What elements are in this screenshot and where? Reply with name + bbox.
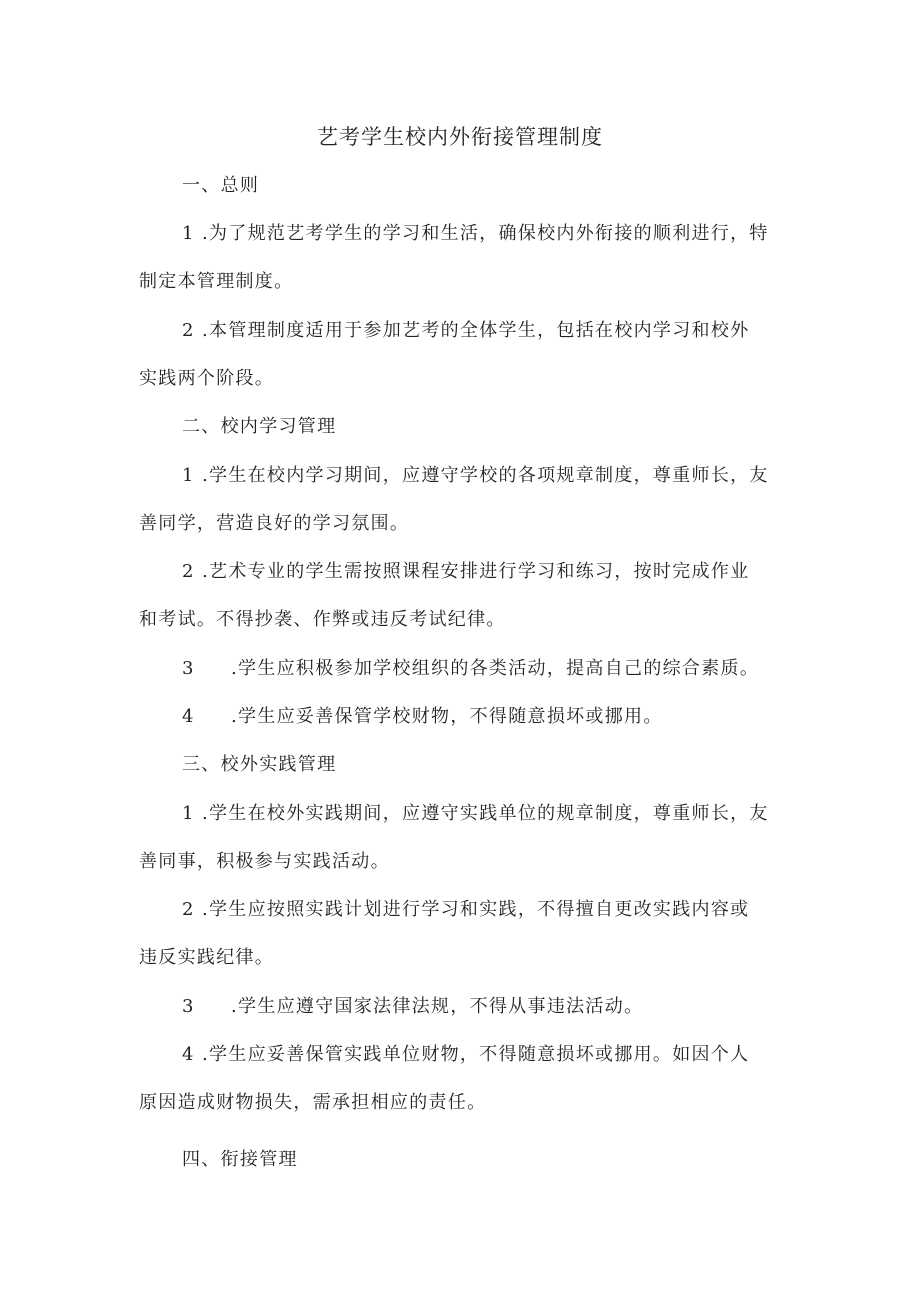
paragraph-line xyxy=(182,557,749,587)
item-number: 4 xyxy=(182,1044,195,1065)
item-text: .学生应遵守国家法律法规，不得从事违法活动。 xyxy=(231,996,644,1017)
paragraph-line xyxy=(182,799,769,829)
item-number: 4 xyxy=(182,706,195,727)
paragraph-line: 善同事，积极参与实践活动。 xyxy=(139,851,390,872)
paragraph-line xyxy=(182,1040,749,1070)
item-text: .学生应妥善保管学校财物，不得随意损坏或挪用。 xyxy=(231,706,663,727)
paragraph-line: 和考试。不得抄袭、作弊或违反考试纪律。 xyxy=(139,609,506,630)
item-number: 1 xyxy=(182,223,195,244)
section-heading: 二、校内学习管理 xyxy=(182,416,337,437)
item-text: .学生在校外实践期间，应遵守实践单位的规章制度，尊重师长，友 xyxy=(202,803,769,824)
paragraph-line xyxy=(182,461,769,491)
item-number: 3 xyxy=(182,996,195,1017)
item-text: .学生应妥善保管实践单位财物，不得随意损坏或挪用。如因个人 xyxy=(202,1044,750,1065)
item-number: 2 xyxy=(182,320,195,341)
item-text: .艺术专业的学生需按照课程安排进行学习和练习，按时完成作业 xyxy=(202,561,750,582)
item-number: 1 xyxy=(182,803,195,824)
paragraph-line: 违反实践纪律。 xyxy=(139,947,275,968)
paragraph-line xyxy=(182,316,749,346)
item-text: .学生应按照实践计划进行学习和实践，不得擅自更改实践内容或 xyxy=(202,899,750,920)
paragraph-line: 善同学，营造良好的学习氛围。 xyxy=(139,513,410,534)
paragraph-line xyxy=(182,219,769,249)
paragraph-line: 原因造成财物损失，需承担相应的责任。 xyxy=(139,1092,487,1113)
paragraph-line xyxy=(182,992,643,1022)
item-number: 2 xyxy=(182,561,195,582)
paragraph-line: 制定本管理制度。 xyxy=(139,271,294,292)
item-text: .学生在校内学习期间，应遵守学校的各项规章制度，尊重师长，友 xyxy=(202,465,769,486)
paragraph-line xyxy=(182,654,759,684)
section-heading: 三、校外实践管理 xyxy=(182,754,337,775)
item-text: .学生应积极参加学校组织的各类活动，提高自己的综合素质。 xyxy=(231,658,760,679)
item-number: 1 xyxy=(182,465,195,486)
item-number: 3 xyxy=(182,658,195,679)
document-title: 艺考学生校内外衔接管理制度 xyxy=(317,125,603,149)
item-number: 2 xyxy=(182,899,195,920)
paragraph-line: 实践两个阶段。 xyxy=(139,368,275,389)
section-heading: 四、衔接管理 xyxy=(182,1149,298,1170)
item-text: .为了规范艺考学生的学习和生活，确保校内外衔接的顺利进行，特 xyxy=(202,223,769,244)
item-text: .本管理制度适用于参加艺考的全体学生，包括在校内学习和校外 xyxy=(202,320,750,341)
section-heading: 一、总则 xyxy=(182,175,260,196)
paragraph-line xyxy=(182,895,749,925)
paragraph-line xyxy=(182,702,663,732)
